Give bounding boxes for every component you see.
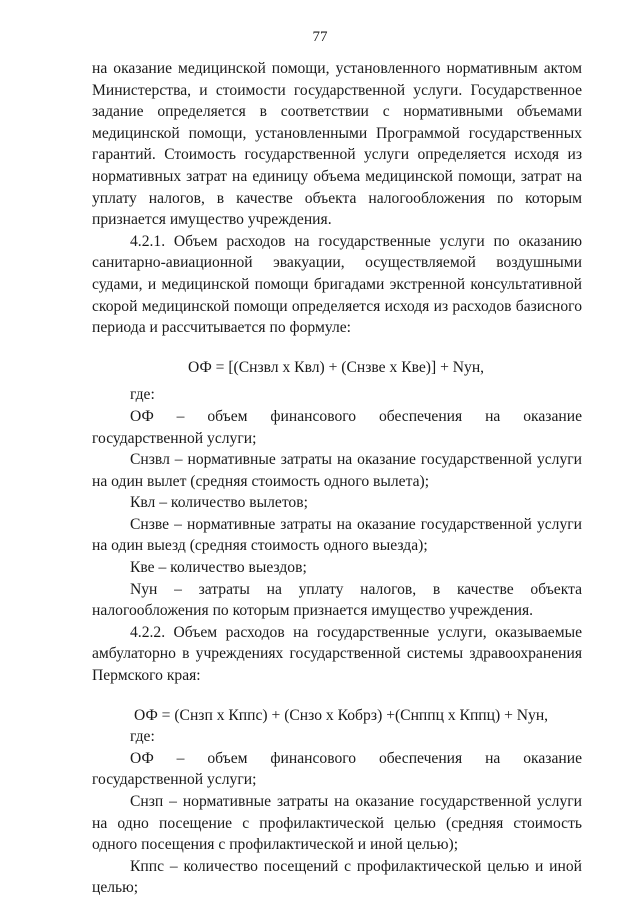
definition-snzp: Снзп – нормативные затраты на оказание государственной услуги на одно посещение с профилактической целью (средняя стоимость одного посещения с профилактической и иной целью); xyxy=(92,793,582,854)
paragraph-continuation: на оказание медицинской помощи, установленного нормативным актом Министерства, и стоимости государственной услуги. Государственное задание определяется в соответствии с нормативными объемами медицинской помощи, установленными Программой государственных гарантий. Стоимость государственной услуги определяется исходя из нормативных затрат на единицу объема медицинской помощи, затрат на уплату налогов, в качестве объекта налогообложения по которым признается имущество учреждения. xyxy=(92,60,582,229)
definition-kve: Кве – количество выездов; xyxy=(130,559,307,577)
definition-nun: Nун – затраты на уплату налогов, в качестве объекта налогообложения по которым признается имущество учреждения. xyxy=(92,580,582,620)
formula-outpatient: ОФ = (Снзп х Кппс) + (Снзо х Кобрз) +(Снппц х Кппц) + Nун, xyxy=(134,706,549,724)
where-label: где: xyxy=(130,386,155,404)
definition-kvl: Квл – количество вылетов; xyxy=(130,494,308,512)
document-body xyxy=(92,58,582,899)
where-label: где: xyxy=(130,728,155,746)
definition-kpps: Кппс – количество посещений с профилактической целью и иной целью; xyxy=(92,857,582,897)
paragraph-4-2-2: 4.2.2. Объем расходов на государственные услуги, оказываемые амбулаторно в учреждениях государственной системы здравоохранения Пермского края: xyxy=(92,623,582,685)
definition-snzve: Снзве – нормативные затраты на оказание государственной услуги на один выезд (средняя стоимость одного выезда); xyxy=(92,515,582,555)
formula-air-evacuation: ОФ = [(Снзвл х Квл) + (Снзве х Кве)] + Nун, xyxy=(188,358,485,376)
paragraph-4-2-1: 4.2.1. Объем расходов на государственные услуги по оказанию санитарно-авиационной эвакуации, осуществляемой воздушными судами, и медицинской помощи бригадами экстренной консультативной скорой медицинской помощи определяется исходя из расходов базисного периода и рассчитывается по формуле: xyxy=(92,232,582,337)
page-number: 77 xyxy=(312,29,328,45)
definition-of: ОФ – объем финансового обеспечения на оказание государственной услуги; xyxy=(92,749,582,789)
definition-of: ОФ – объем финансового обеспечения на оказание государственной услуги; xyxy=(92,407,582,447)
definition-snzvl: Снзвл – нормативные затраты на оказание государственной услуги на один вылет (средняя стоимость одного вылета); xyxy=(92,451,582,490)
